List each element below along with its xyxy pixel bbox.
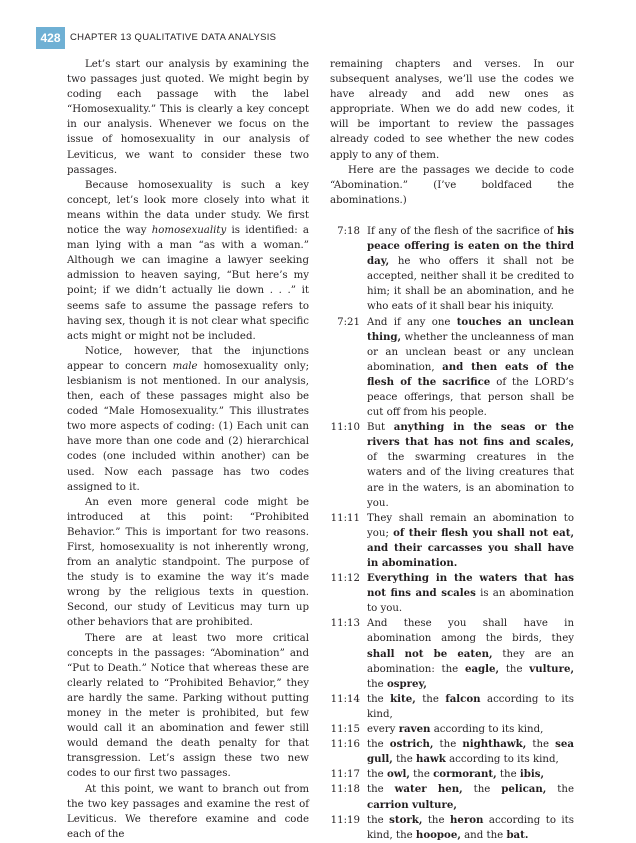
abomination-highlight: hawk — [416, 753, 446, 766]
verse-list — [330, 224, 574, 843]
abomination-highlight: pelican, — [501, 783, 547, 796]
verse-number: 11:10 — [330, 422, 360, 434]
verse-text: But — [367, 422, 394, 434]
verse-number: 11:15 — [330, 724, 360, 736]
verse-text: the — [367, 769, 387, 781]
verse-text: the — [462, 784, 502, 796]
abomination-highlight: ibis, — [519, 768, 544, 781]
verse-text: every — [367, 724, 399, 736]
verse-number: 11:16 — [330, 739, 360, 751]
abomination-highlight: vulture, — [529, 662, 574, 675]
paragraph: Let’s start our analysis by examining the two passages just quoted. We might begin by coding each passage with the label “Homosexuality.” This is clearly a key concept in our analysis. Whenever we focus on the issue of homosexuality in our analysis of Leviticus, we want to consider these two passages. — [67, 59, 309, 176]
verse-11-14 — [330, 692, 574, 722]
italic-term: male — [172, 360, 198, 372]
abomination-highlight: shall not be eaten, — [367, 647, 493, 660]
abomination-highlight: eagle, — [464, 662, 500, 675]
verse-11-15 — [330, 722, 574, 737]
verse-text: the — [415, 693, 446, 705]
verse-text: they are an abomination: the — [367, 648, 574, 675]
verse-text: according to its kind, — [367, 693, 574, 720]
verse-11-18 — [330, 782, 574, 812]
paragraph — [67, 178, 309, 344]
abomination-highlight: owl, — [386, 768, 410, 781]
verse-number: 11:11 — [330, 512, 360, 524]
verse-7-21 — [330, 315, 574, 421]
verse-text: And if any one — [367, 316, 457, 328]
text-run: Because homosexuality is such a key concept, let’s look more closely into what it means within the data under study. We first notice the way — [67, 179, 309, 237]
verse-text: according to its kind, — [445, 754, 559, 766]
verse-number: 11:12 — [330, 573, 360, 585]
abomination-highlight: falcon — [445, 692, 481, 705]
verse-number: 7:21 — [337, 316, 360, 328]
abomination-highlight: his peace offering is eaten on the third day, — [367, 224, 574, 268]
verse-text: the — [367, 693, 391, 705]
verse-number: 11:18 — [330, 784, 360, 796]
right-column — [330, 57, 574, 843]
abomination-highlight: ostrich, — [389, 738, 434, 751]
abomination-highlight: carrion vulture, — [367, 798, 457, 811]
italic-term: homosexuality — [151, 225, 227, 237]
verse-number: 11:17 — [330, 769, 360, 781]
paragraph: There are at least two more critical concepts in the passages: “Abomination” and “Put to Death.” Notice that whereas these are clearly related to “Prohibited Behavior,” they are hardly the same. Parking without putting money in the meter is prohibited, but few would call it an abomination and fewer still would demand the death penalty for that transgression. Let’s assign these two new codes to our first two passages. — [67, 632, 309, 780]
verse-text: And these you shall have in abomination among the birds, they — [367, 618, 574, 645]
abomination-highlight: of their flesh you shall not eat, and their carcasses you shall have in abomination. — [367, 526, 574, 569]
abomination-highlight: bat. — [506, 828, 529, 841]
verse-text: the — [422, 814, 450, 826]
text-run: Notice, however, that the injunctions appear to concern — [67, 345, 309, 372]
verse-11-11 — [330, 511, 574, 571]
verse-11-17 — [330, 767, 574, 782]
abomination-highlight: anything in the seas or the rivers that has not fins and scales, — [367, 421, 574, 449]
verse-11-12 — [330, 571, 574, 616]
abomination-highlight: heron — [449, 813, 484, 826]
verse-11-10 — [330, 420, 574, 511]
verse-text: the — [367, 784, 395, 796]
verse-text: the — [367, 814, 390, 826]
verse-text: the — [367, 678, 387, 690]
abomination-highlight: nighthawk, — [462, 738, 527, 751]
paragraph: An even more general code might be introduced at this point: “Prohibited Behavior.” This is important for two reasons. First, homosexuality is not inherently wrong, from an analytic standpoint. The purpose of the study is to examine the way it’s made wrong by the religious texts in question. Second, our study of Leviticus may turn up other behaviors that are prohibited. — [67, 496, 309, 629]
verse-text: of the swarming creatures in the waters and of the living creatures that are in the waters, is an abomination to you. — [367, 452, 574, 509]
verse-text: the — [499, 663, 530, 675]
abomination-highlight: Everything in the waters that has not fins and scales — [367, 572, 574, 600]
abomination-highlight: touches an unclean thing, — [367, 315, 574, 343]
paragraph: Here are the passages we decide to code “Abomination.” (I’ve boldfaced the abominations.) — [330, 164, 574, 206]
page-number: 428 — [36, 27, 65, 49]
verse-text: of the LORD’s peace offerings, that person shall be cut off from his people. — [367, 376, 574, 419]
abomination-highlight: cormorant, — [433, 768, 497, 781]
paragraph: remaining chapters and verses. In our subsequent analyses, we’ll use the codes we have already and add new ones as appropriate. When we do add new codes, it will be important to review the passages already coded to see whether the new codes apply to any of them. — [330, 59, 574, 161]
abomination-highlight: sea gull, — [367, 738, 574, 766]
abomination-highlight: osprey, — [386, 677, 427, 690]
verse-text: he who offers it shall not be accepted, neither shall it be credited to him; it shall be an abomination, and he who eats of it shall bear his iniquity. — [367, 256, 574, 313]
verse-text: according to its kind, — [430, 724, 544, 736]
abomination-highlight: water hen, — [394, 783, 463, 796]
verse-text: is an abomination to you. — [367, 588, 574, 615]
verse-number: 11:13 — [330, 618, 360, 630]
verse-text: the — [367, 739, 390, 751]
verse-text: the — [526, 739, 556, 751]
abomination-highlight: and then eats of the flesh of the sacrifice — [367, 360, 574, 388]
verse-number: 11:14 — [330, 693, 360, 705]
verse-text: according to its kind, the — [367, 814, 574, 841]
verse-text: and the — [460, 829, 507, 841]
paragraph: At this point, we want to branch out from the two key passages and examine the rest of Leviticus. We therefore examine and code each of the — [67, 783, 309, 840]
chapter-title: CHAPTER 13 QUALITATIVE DATA ANALYSIS — [70, 32, 277, 43]
verse-text: the — [392, 754, 416, 766]
verse-11-19 — [330, 813, 574, 843]
verse-text: the — [546, 784, 574, 796]
abomination-highlight: kite, — [390, 692, 416, 705]
verse-text: the — [433, 739, 463, 751]
paragraph — [67, 344, 309, 495]
verse-text: They shall remain an abomination to you; — [367, 512, 574, 539]
verse-7-18 — [330, 224, 574, 315]
abomination-highlight: raven — [398, 723, 431, 736]
text-run: homosexuality only; lesbianism is not mentioned. In our analysis, then, each of these passages might also be coded “Male Homosexuality.” This illustrates two more aspects of coding: (1) Each unit can have more than one code and (2) hierarchical codes (one included within another) can be used. Now each passage has two codes assigned to it. — [67, 360, 310, 493]
verse-text: the — [409, 769, 434, 781]
verse-text: the — [496, 769, 520, 781]
verse-11-13 — [330, 616, 574, 691]
verse-text: If any of the flesh of the sacrifice of — [367, 225, 557, 237]
abomination-highlight: stork, — [389, 813, 423, 826]
left-column — [67, 57, 309, 842]
verse-text: whether the uncleanness of man or an unclean beast or any unclean abomination, — [367, 331, 574, 373]
abomination-highlight: hoopoe, — [415, 828, 461, 841]
verse-11-16 — [330, 737, 574, 767]
verse-number: 7:18 — [337, 225, 360, 237]
text-run: is identified: a man lying with a man “as with a woman.” Although we can imagine a lawyer seeking admission to heaven saying, “But here’s my point; if we didn’t actually lie down . . .” it seems safe to assume the passage refers to having sex, though it is not clear what specific acts might or might not be included. — [67, 225, 310, 342]
verse-number: 11:19 — [330, 814, 360, 826]
